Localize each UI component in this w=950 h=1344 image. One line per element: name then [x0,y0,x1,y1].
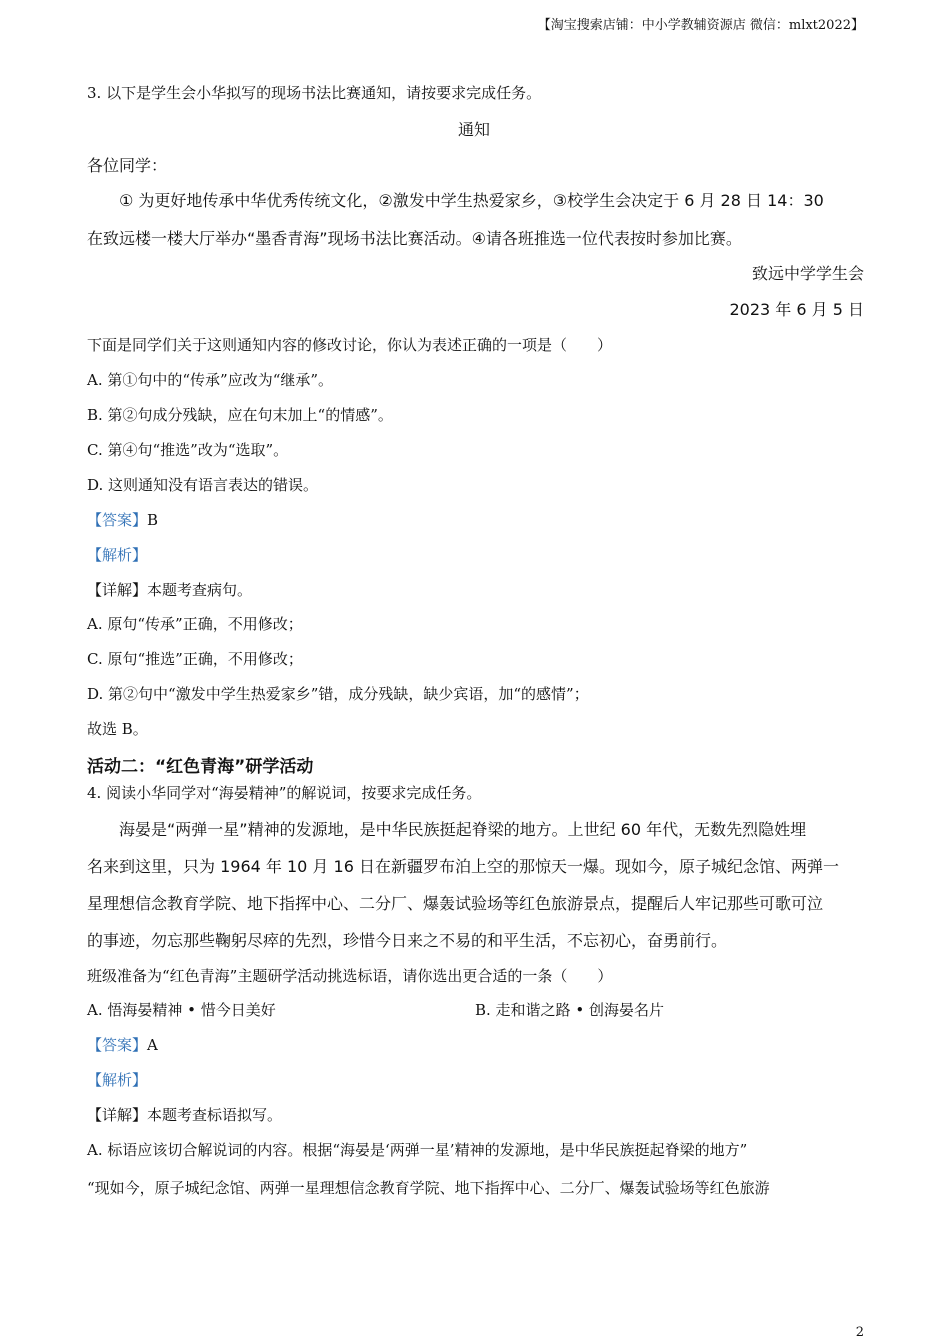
q3-answer [87,509,158,530]
notice-body-line: ① 为更好地传承中华优秀传统文化，②激发中学生热爱家乡，③校学生会决定于 6 月 28 日 14：30 [119,191,824,210]
q3-option: A. 第①句中的“传承”应改为“继承”。 [87,371,334,389]
page-number: 2 [855,1325,864,1340]
q3-stem: 3. 以下是学生会小华拟写的现场书法比赛通知，请按要求完成任务。 [87,84,542,102]
q4-question: 班级准备为“红色青海”主题研学活动挑选标语，请你选出更合适的一条（ ） [87,967,613,985]
answer-value: A [147,1036,158,1054]
analysis-tag: 【解析】 [87,1071,148,1089]
q3-option: C. 第④句“推选”改为“选取”。 [87,441,289,459]
notice-date: 2023 年 6 月 5 日 [729,300,864,319]
q3-option: D. 这则通知没有语言表达的错误。 [87,476,319,494]
q4-option-a: A. 悟海晏精神 • 惜今日美好 [87,1001,276,1019]
notice-signature: 致远中学学生会 [751,264,864,283]
q3-explain: C. 原句“推选”正确，不用修改； [87,650,303,668]
q4-passage-line: 名来到这里，只为 1964 年 10 月 16 日在新疆罗布泊上空的那惊天一爆。现如今，原子城纪念馆、两弹一 [87,857,839,876]
answer-tag: 【答案】 [87,511,148,529]
answer-value: B [147,511,159,529]
notice-title: 通知 [458,120,491,139]
q4-explain: “现如今，原子城纪念馆、两弹一星理想信念教育学院、地下指挥中心、二分厂、爆轰试验场等红色旅游 [87,1179,770,1197]
q3-option: B. 第②句成分残缺，应在句末加上“的情感”。 [87,406,393,424]
q3-explain: D. 第②句中“激发中学生热爱家乡”错，成分残缺，缺少宾语，加“的感情”； [87,685,589,703]
q3-explain: A. 原句“传承”正确，不用修改； [87,615,303,633]
q3-conclusion: 故选 B。 [87,720,148,738]
q4-passage-line: 海晏是“两弹一星”精神的发源地，是中华民族挺起脊梁的地方。上世纪 60 年代，无数先烈隐姓埋 [119,820,807,839]
header-shop-info: 【淘宝搜索店铺：中小学教辅资源店 微信：mlxt2022】 [537,18,864,33]
notice-body-line: 在致远楼一楼大厅举办“墨香青海”现场书法比赛活动。④请各班推选一位代表按时参加比赛。 [87,229,742,248]
activity2-title: 活动二：“红色青海”研学活动 [87,757,314,777]
q4-answer [87,1034,158,1055]
q4-option-b: B. 走和谐之路 • 创海晏名片 [475,1001,664,1019]
q3-detail: 【详解】本题考查病句。 [87,581,253,599]
q4-stem: 4. 阅读小华同学对“海晏精神”的解说词，按要求完成任务。 [87,784,482,802]
q4-passage-line: 星理想信念教育学院、地下指挥中心、二分厂、爆轰试验场等红色旅游景点，提醒后人牢记那些可歌可泣 [87,894,824,913]
q4-passage-line: 的事迹，勿忘那些鞠躬尽瘁的先烈，珍惜今日来之不易的和平生活，不忘初心，奋勇前行。 [87,931,728,950]
answer-tag: 【答案】 [87,1036,148,1054]
notice-greeting: 各位同学： [87,156,168,175]
q3-question: 下面是同学们关于这则通知内容的修改讨论，你认为表述正确的一项是（ ） [87,336,613,354]
q4-detail: 【详解】本题考查标语拟写。 [87,1106,283,1124]
analysis-tag: 【解析】 [87,546,148,564]
q4-explain: A. 标语应该切合解说词的内容。根据“海晏是‘两弹一星’精神的发源地，是中华民族挺起脊梁的地方” [87,1141,748,1159]
